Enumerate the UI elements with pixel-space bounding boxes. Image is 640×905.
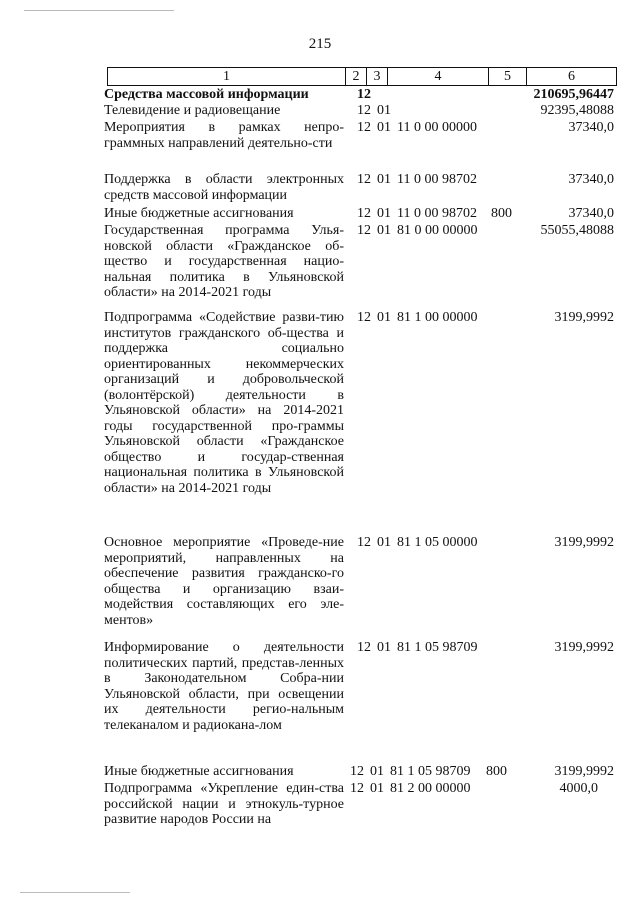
row-csr: 81 1 05 98709 (397, 640, 478, 655)
row-csr: 81 2 00 00000 (390, 781, 471, 796)
row-name: Иные бюджетные ассигнования (104, 206, 294, 221)
row-csr: 11 0 00 00000 (397, 120, 477, 135)
row-rz: 12 (350, 764, 364, 779)
row-vr: 800 (486, 764, 507, 779)
row-sum: 37340,0 (568, 120, 614, 135)
row-name: Подпрограмма «Содействие разви-тию институтов гражданского об-щества и поддержка социально ориентированных некоммерческих организаций и добровольческой (волонтёрской) деятельности в Ульяновской области» на 2014-2021 годы государственной про-граммы Ульяновской области «Гражданское общество и государ-ственная национальная политика в Ульяновской области» на 2014-2021 годы (104, 310, 344, 496)
row-rz: 12 (357, 310, 371, 325)
row-rz: 12 (357, 120, 371, 135)
row-csr: 11 0 00 98702 (397, 206, 477, 221)
page-number: 215 (308, 36, 332, 52)
row-name: Мероприятия в рамках непро-граммных направлений деятельно-сти (104, 120, 344, 151)
row-name: Телевидение и радиовещание (104, 103, 281, 118)
column-6-header: 6 (568, 69, 575, 84)
row-pr: 01 (377, 172, 391, 187)
row-name: Государственная программа Улья-новской области «Гражданское об-щество и государственная нацио-нальная политика в Ульяновской области» на 2014-2021 годы (104, 223, 344, 300)
row-name: Основное мероприятие «Проведе-ние мероприятий, направленных на обеспечение развития гражданско-го общества и организацию взаи-модействия составляющих его эле-ментов» (104, 535, 344, 628)
row-sum: 37340,0 (568, 206, 614, 221)
row-sum: 4000,0 (559, 781, 598, 796)
row-rz: 12 (357, 87, 371, 102)
row-sum: 210695,96447 (533, 87, 614, 102)
row-rz: 12 (357, 535, 371, 550)
row-pr: 01 (377, 120, 391, 135)
row-sum: 3199,9992 (554, 640, 614, 655)
scan-edge-mark (20, 892, 130, 893)
row-csr: 11 0 00 98702 (397, 172, 477, 187)
row-name: Поддержка в области электронных средств массовой информации (104, 172, 344, 203)
row-pr: 01 (377, 535, 391, 550)
row-csr: 81 1 00 00000 (397, 310, 478, 325)
column-3-header: 3 (373, 69, 381, 84)
row-sum: 37340,0 (568, 172, 614, 187)
row-csr: 81 0 00 00000 (397, 223, 478, 238)
row-csr: 81 1 05 98709 (390, 764, 471, 779)
row-rz: 12 (357, 640, 371, 655)
row-name: Подпрограмма «Укрепление един-ства российской нации и этнокуль-турное развитие народов России на (104, 781, 344, 827)
row-pr: 01 (377, 223, 391, 238)
row-csr: 81 1 05 00000 (397, 535, 478, 550)
row-pr: 01 (370, 764, 384, 779)
row-rz: 12 (357, 172, 371, 187)
column-2-header: 2 (352, 69, 360, 84)
row-pr: 01 (377, 310, 391, 325)
column-5-header: 5 (504, 69, 511, 84)
row-sum: 55055,48088 (540, 223, 614, 238)
table-column-header (107, 67, 617, 86)
row-sum: 92395,48088 (540, 103, 614, 118)
row-pr: 01 (370, 781, 384, 796)
row-rz: 12 (357, 103, 371, 118)
scan-edge-mark (24, 10, 174, 11)
row-sum: 3199,9992 (554, 764, 614, 779)
row-pr: 01 (377, 103, 391, 118)
row-rz: 12 (357, 206, 371, 221)
column-1-header: 1 (223, 69, 230, 84)
row-rz: 12 (357, 223, 371, 238)
row-name: Средства массовой информации (104, 87, 309, 102)
row-pr: 01 (377, 206, 391, 221)
row-name: Иные бюджетные ассигнования (104, 764, 294, 779)
row-vr: 800 (491, 206, 512, 221)
row-sum: 3199,9992 (554, 535, 614, 550)
column-4-header: 4 (434, 69, 442, 84)
row-sum: 3199,9992 (554, 310, 614, 325)
row-name: Информирование о деятельности политических партий, представ-ленных в Законодательном Собра-нии Ульяновской области, при освещении их деятельности регио-нальным телеканалом и радиокана-лом (104, 640, 344, 733)
row-rz: 12 (350, 781, 364, 796)
row-pr: 01 (377, 640, 391, 655)
